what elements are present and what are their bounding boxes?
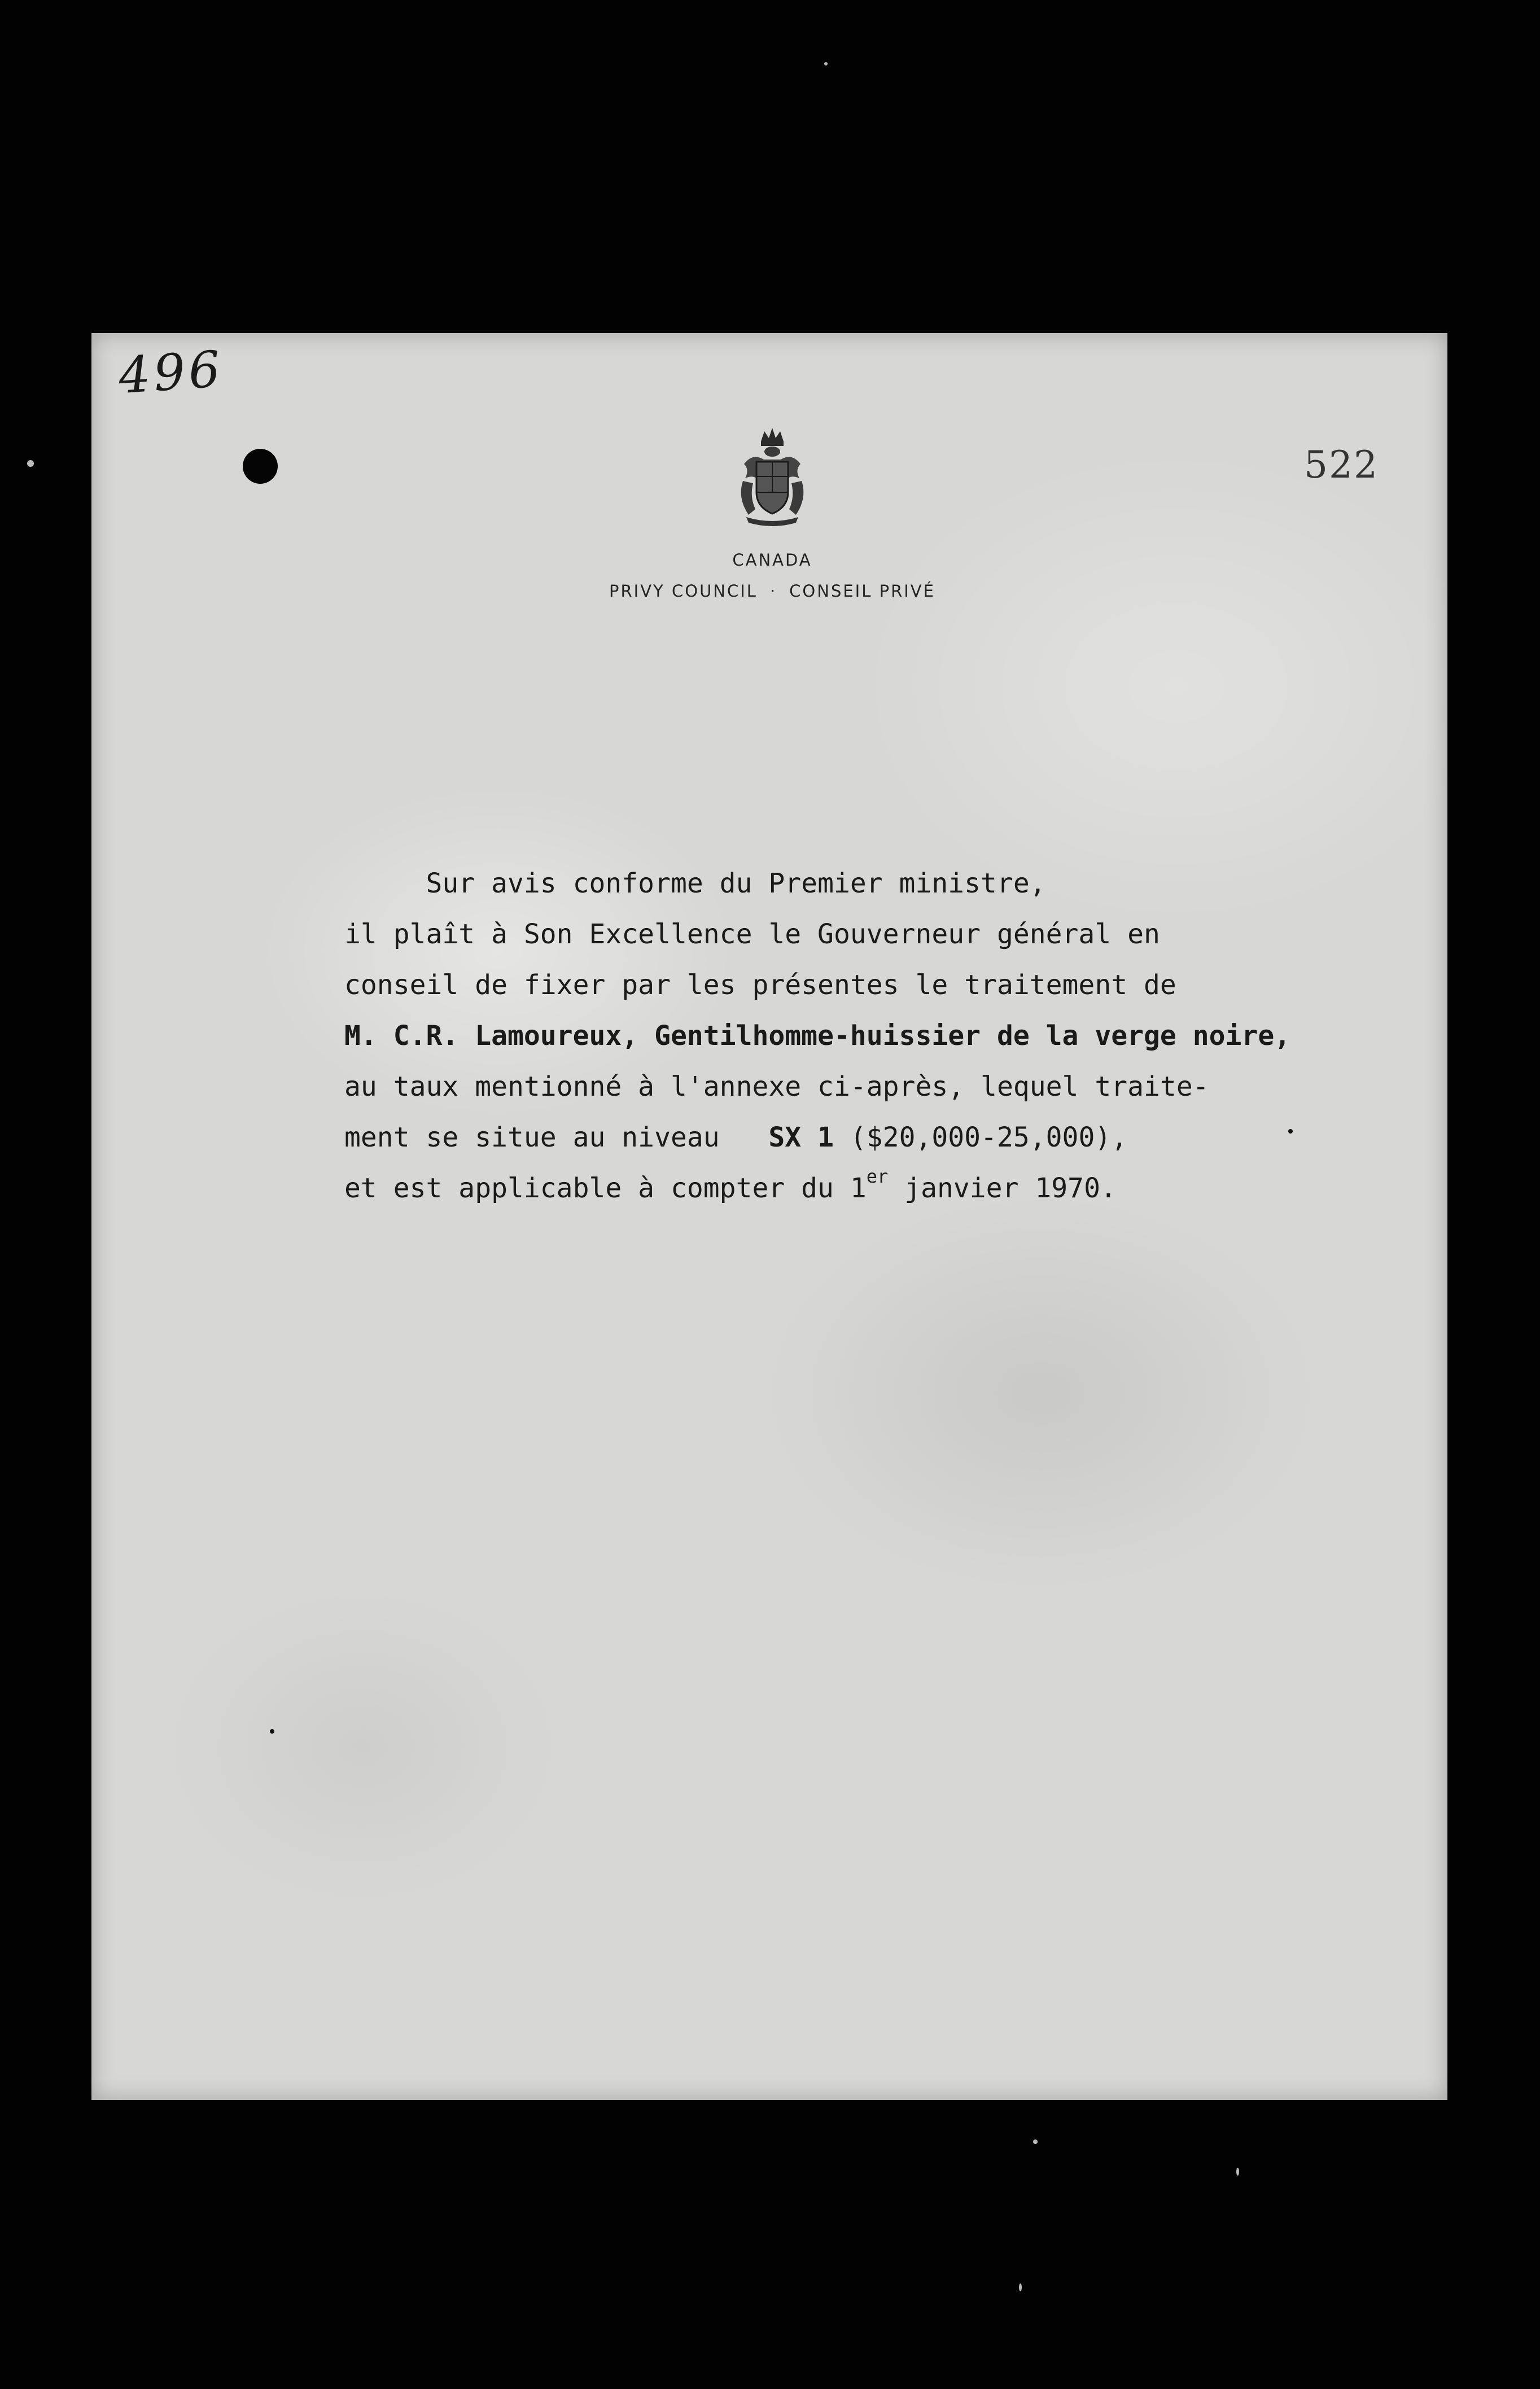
scan-speck (1236, 2168, 1239, 2176)
scan-speck (1033, 2139, 1038, 2144)
scan-speck (270, 1729, 274, 1734)
scan-speck (1288, 1129, 1293, 1134)
handwritten-archive-number: 496 (116, 339, 226, 405)
order-text (344, 807, 1290, 1315)
stamped-page-number: 522 (1304, 443, 1379, 487)
punch-hole (243, 449, 278, 484)
scan-speck (1019, 2283, 1022, 2291)
order-line-3: conseil de fixer par les présentes le traitement de (344, 969, 1176, 1001)
council-french: CONSEIL PRIVÉ (789, 581, 935, 601)
order-line-5: au taux mentionné à l'annexe ci-après, lequel traite- (344, 1071, 1209, 1102)
coat-of-arms-icon (733, 425, 812, 526)
order-line-2: il plaît à Son Excellence le Gouverneur général en (344, 918, 1160, 950)
appointee-name: M. C.R. Lamoureux, (344, 1020, 638, 1052)
scan-speck (27, 460, 34, 467)
order-line-4 (344, 1010, 1290, 1061)
order-line-1: Sur avis conforme du Premier ministre, (426, 868, 1046, 899)
letterhead-council (565, 581, 980, 601)
order-line-6: ment se situe au niveau SX 1 ($20,000-25,000), (344, 1122, 1128, 1153)
ordinal-suffix: er (866, 1166, 889, 1187)
salary-level: SX 1 (768, 1122, 834, 1153)
letterhead-country: CANADA (732, 550, 812, 570)
council-separator: · (769, 581, 777, 601)
appointee-title: Gentilhomme-huissier de la verge noire, (654, 1020, 1291, 1052)
order-line-7: et est applicable à compter du 1er janvier 1970. (344, 1166, 1117, 1204)
council-english: PRIVY COUNCIL (609, 581, 758, 601)
salary-range: ($20,000-25,000), (850, 1122, 1128, 1153)
scan-speck (824, 62, 828, 65)
